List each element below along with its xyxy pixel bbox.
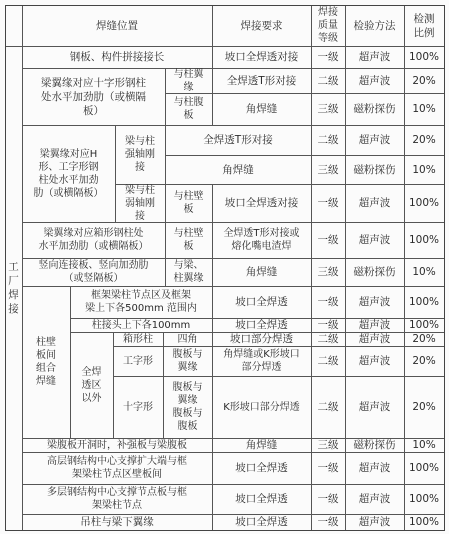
row2b-grade: 三级 [317, 103, 339, 115]
row6-cross-grade: 二级 [317, 401, 339, 413]
row1-grade: 一级 [317, 51, 339, 63]
row4-method: 超声波 [358, 234, 391, 246]
row3b-ratio: 10% [412, 163, 436, 176]
row10-grade: 一级 [317, 516, 339, 528]
row3-weak-method: 超声波 [358, 197, 391, 209]
row6-group-label: 柱壁 板间 组合 焊缝 [36, 337, 56, 387]
row6-node-method: 超声波 [358, 296, 391, 308]
row5-method: 磁粉探伤 [353, 266, 396, 278]
row8-requirement: 坡口全焊透 [235, 462, 288, 474]
row2a-requirement: 全焊透T形对接 [226, 74, 297, 87]
row3b-requirement: 角焊缝 [222, 163, 254, 176]
row9-requirement: 坡口全焊透 [235, 493, 288, 505]
row6-head-grade: 一级 [317, 319, 339, 331]
row5-pos2: 与梁、 柱翼缘 [173, 260, 204, 284]
row4-position: 梁翼缘对应箱形钢柱处 水平加劲肋（或横隔板） [38, 228, 149, 252]
row5-position: 竖向连接板、竖向加劲肋 （或竖隔板） [38, 260, 149, 284]
row6-node-ratio: 100% [408, 296, 440, 308]
row6-iform-ratio: 20% [412, 355, 436, 367]
row3-weak-position: 梁与柱 弱轴刚 接 [125, 184, 155, 222]
row3a-requirement: 全焊透T形对接 [203, 134, 273, 146]
header-ratio: 检测 比例 [413, 12, 435, 39]
row6-iform-grade: 二级 [317, 355, 339, 367]
row1-position: 钢板、构件拼接接长 [69, 51, 165, 63]
row6-head-requirement: 坡口全焊透 [235, 319, 288, 331]
row1-method: 超声波 [358, 51, 391, 63]
row2b-requirement: 角焊缝 [245, 103, 278, 115]
row6-cross-requirement: K形坡口部分焊透 [223, 401, 300, 413]
row10-requirement: 坡口全焊透 [235, 516, 288, 528]
row9-grade: 一级 [317, 493, 339, 505]
row6-cross-ratio: 20% [412, 401, 436, 413]
row6-head-method: 超声波 [358, 319, 391, 331]
row1-requirement: 坡口全焊透对接 [224, 51, 299, 63]
row6-box-type: 箱形柱 [123, 333, 153, 345]
row5-ratio: 10% [412, 266, 436, 278]
row6-node-requirement: 坡口全焊透 [235, 296, 288, 308]
row7-position: 梁腹板开洞时，补强板与梁腹板 [47, 439, 187, 451]
row4-requirement: 全焊透T形对接或 熔化嘴电渣焊 [223, 228, 300, 252]
header-position: 焊缝位置 [96, 19, 138, 32]
row6-cross-method: 超声波 [358, 401, 391, 413]
factory-welding-label: 工 厂 焊 接 [8, 261, 19, 315]
header-method: 检验方法 [353, 19, 396, 32]
row4-ratio: 100% [408, 234, 440, 246]
row8-method: 超声波 [358, 462, 391, 474]
row6-box-ratio: 20% [412, 333, 436, 345]
row3-weak-requirement: 坡口全焊透对接 [224, 197, 299, 209]
row2a-method: 超声波 [358, 74, 391, 87]
row3-weak-pos2: 与柱壁 板 [173, 191, 204, 215]
row3a-method: 超声波 [358, 134, 391, 146]
row4-pos2: 与柱壁 板 [173, 228, 204, 252]
row2b-ratio: 10% [412, 103, 436, 115]
row2a-ratio: 20% [412, 74, 436, 87]
row8-position: 高层钢结构中心支撑扩大端与框 架梁柱节点区壁板间 [47, 456, 187, 480]
row6-cross-type: 十字形 [123, 401, 153, 413]
row7-grade: 三级 [317, 439, 339, 451]
row3-weak-ratio: 100% [408, 197, 440, 209]
row6-iform-corner: 腹板与 翼缘 [172, 349, 203, 373]
row8-grade: 一级 [317, 462, 339, 474]
row6-outside-label: 全焊 透区 以外 [81, 366, 102, 404]
row6-node-position: 框架梁柱节点区及框架 梁上下各500mm 范围内 [85, 290, 197, 314]
row7-ratio: 10% [412, 439, 436, 451]
row7-method: 磁粉探伤 [353, 439, 396, 451]
row4-grade: 一级 [317, 234, 339, 246]
row3b-method: 磁粉探伤 [353, 163, 396, 176]
row5-grade: 三级 [317, 266, 339, 278]
row6-box-requirement: 坡口部分焊透 [230, 333, 293, 345]
row9-ratio: 100% [408, 493, 440, 505]
row5-requirement: 角焊缝 [245, 266, 278, 278]
row9-position: 多层钢结构中心支撑节点板与框 架梁柱节点 [47, 487, 187, 511]
row1-ratio: 100% [408, 51, 440, 63]
header-grade: 焊接 质量 等级 [318, 7, 338, 44]
row9-method: 超声波 [358, 493, 391, 505]
header-requirement: 焊接要求 [240, 19, 283, 32]
row10-ratio: 100% [408, 516, 440, 528]
row2a-grade: 二级 [317, 74, 339, 87]
row3-weak-grade: 一级 [317, 197, 339, 209]
row3-strong-position: 梁与柱 强轴刚 接 [125, 136, 155, 173]
row3b-grade: 三级 [317, 163, 339, 176]
row3a-ratio: 20% [412, 134, 436, 146]
row3-position: 梁翼缘对应H 形、工字形钢 柱处水平加劲 肋（或横隔板） [33, 148, 104, 199]
row10-position: 吊柱与梁下翼缘 [80, 516, 154, 528]
row3a-grade: 二级 [317, 134, 339, 146]
row6-iform-type: 工字形 [123, 355, 153, 367]
row10-method: 超声波 [358, 516, 391, 528]
row6-iform-method: 超声波 [358, 355, 391, 367]
row2b-position: 与柱腹 板 [173, 97, 204, 121]
row6-box-corner: 四角 [177, 333, 198, 345]
row2b-method: 磁粉探伤 [353, 103, 396, 115]
row6-box-grade: 二级 [317, 333, 339, 345]
row6-cross-corner: 腹板与 翼缘 腹板与 腹板 [172, 382, 203, 432]
row6-head-ratio: 100% [408, 319, 440, 331]
row6-node-grade: 一级 [317, 296, 339, 308]
row8-ratio: 100% [408, 462, 440, 474]
row6-iform-requirement: 角焊缝或K形坡口 部分焊透 [223, 349, 300, 373]
row2-position: 梁翼缘对应十字形钢柱 处水平加劲肋（或横隔 板） [41, 76, 146, 117]
row6-head-position: 柱接头上下各100mm [91, 319, 191, 331]
row6-box-method: 超声波 [358, 333, 391, 345]
row2a-position: 与柱翼 缘 [173, 68, 204, 93]
row7-requirement: 角焊缝 [245, 439, 278, 451]
